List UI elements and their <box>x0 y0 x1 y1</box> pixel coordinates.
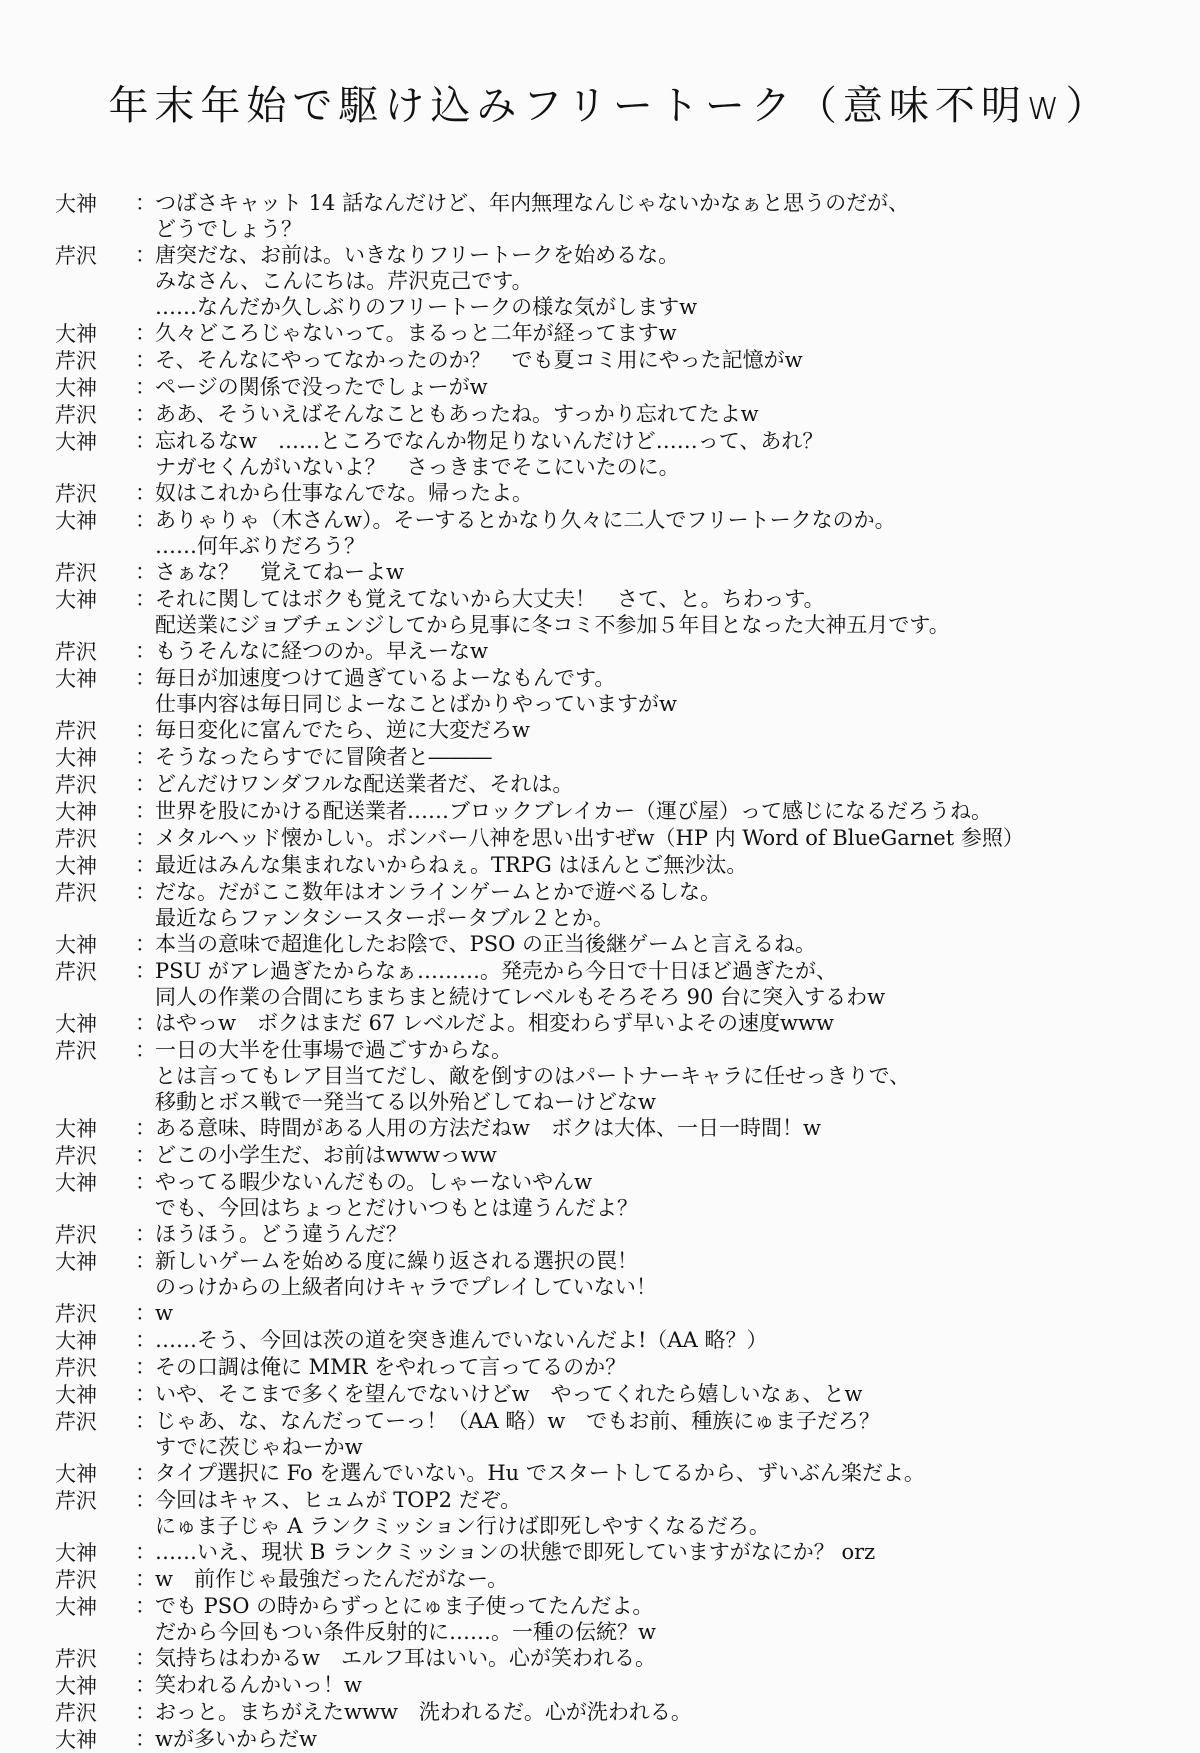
dialogue-line <box>55 347 1165 374</box>
dialogue-line <box>55 1566 1165 1593</box>
dialogue-line <box>55 428 1165 480</box>
speaker-colon: ： <box>135 1222 156 1246</box>
speaker-name: 大神 <box>55 1171 97 1195</box>
speaker-colon: ： <box>135 880 156 904</box>
speaker-colon: ： <box>135 429 156 453</box>
speaker-name: 大神 <box>55 1674 97 1698</box>
dialogue-text <box>155 852 1165 878</box>
dialogue-line <box>55 958 1165 1010</box>
speaker-name: 芹沢 <box>55 1647 97 1671</box>
dialogue-line <box>55 190 1165 242</box>
dialogue-text <box>155 1593 1165 1645</box>
dialogue-text-line: どこの小学生だ、お前はwwwっww <box>155 1143 497 1167</box>
dialogue-line <box>55 1487 1165 1539</box>
dialogue-text-line: はやっw ボクはまだ 67 レベルだよ。相変わらず早いよその速度www <box>155 1011 834 1035</box>
dialogue-text-line: だな。だがここ数年はオンラインゲームとかで遊べるしな。 <box>155 880 721 904</box>
speaker-colon: ： <box>135 587 156 611</box>
dialogue-text <box>155 507 1165 559</box>
dialogue-text <box>155 931 1165 957</box>
dialogue-line <box>55 931 1165 958</box>
dialogue-text-line: もうそんなに経つのか。早えーなw <box>155 639 488 663</box>
speaker-colon: ： <box>135 1567 156 1591</box>
speaker-colon: ： <box>135 1011 156 1035</box>
speaker-colon: ： <box>135 508 156 532</box>
dialogue-text <box>155 879 1165 931</box>
speaker-name: 芹沢 <box>55 827 97 851</box>
dialogue-line <box>55 1037 1165 1115</box>
speaker-name: 芹沢 <box>55 960 97 984</box>
speaker-name: 大神 <box>55 746 97 770</box>
speaker-name: 芹沢 <box>55 1144 97 1168</box>
speaker-colon: ： <box>135 1328 156 1352</box>
dialogue-text <box>155 1566 1165 1592</box>
speaker-name: 大神 <box>55 1012 97 1036</box>
speaker-name: 芹沢 <box>55 1489 97 1513</box>
speaker-name: 芹沢 <box>55 640 97 664</box>
dialogue-text <box>155 347 1165 373</box>
speaker-colon: ： <box>135 853 156 877</box>
dialogue-text <box>155 1381 1165 1407</box>
speaker-colon: ： <box>135 745 156 769</box>
dialogue-text-line: w 前作じゃ最強だったんだがなー。 <box>155 1567 509 1591</box>
speaker-name: 大神 <box>55 1329 97 1353</box>
dialogue-text-line: その口調は俺に MMR をやれって言ってるのか？ <box>155 1355 627 1379</box>
dialogue-text <box>155 798 1165 824</box>
dialogue-text-line: 唐突だな、お前は。いきなりフリートークを始めるな。 <box>155 243 680 267</box>
dialogue-text <box>155 480 1165 506</box>
dialogue-text-line: そ、そんなにやってなかったのか？ でも夏コミ用にやった記憶がw <box>155 348 803 372</box>
dialogue-text <box>155 958 1165 1010</box>
dialogue-text <box>155 638 1165 664</box>
dialogue-line <box>55 1300 1165 1327</box>
speaker-name: 芹沢 <box>55 1302 97 1326</box>
dialogue-text <box>155 825 1165 851</box>
dialogue-text <box>155 190 1165 242</box>
dialogue-line <box>55 1327 1165 1354</box>
dialogue-line <box>55 374 1165 401</box>
speaker-name: 大神 <box>55 1541 97 1565</box>
speaker-name: 芹沢 <box>55 719 97 743</box>
speaker-colon: ： <box>135 402 156 426</box>
dialogue-text <box>155 1354 1165 1380</box>
dialogue-line <box>55 1593 1165 1645</box>
dialogue-text-line: じゃあ、な、なんだってーっ！（AA 略）w でもお前、種族にゅま子だろ？ <box>155 1409 880 1433</box>
dialogue-line <box>55 1221 1165 1248</box>
dialogue-text-line: みなさん、こんにちは。芹沢克己です。 <box>155 269 533 293</box>
dialogue-text <box>155 771 1165 797</box>
speaker-name: 大神 <box>55 1595 97 1619</box>
speaker-colon: ： <box>135 666 156 690</box>
speaker-colon: ： <box>135 639 156 663</box>
speaker-name: 芹沢 <box>55 881 97 905</box>
dialogue-text-line: 気持ちはわかるw エルフ耳はいい。心が笑われる。 <box>155 1646 656 1670</box>
dialogue-text <box>155 1010 1165 1036</box>
dialogue-text-line: 配送業にジョブチェンジしてから見事に冬コミ不参加５年目となった大神五月です。 <box>155 613 950 637</box>
dialogue-text-line: ……そう、今回は茨の道を突き進んでいないんだよ!（AA 略？） <box>155 1328 768 1352</box>
speaker-name: 大神 <box>55 1462 97 1486</box>
speaker-name: 芹沢 <box>55 482 97 506</box>
speaker-name: 大神 <box>55 430 97 454</box>
dialogue-text-line: つばさキャット 14 話なんだけど、年内無理なんじゃないかなぁと思うのだが、 <box>155 191 910 215</box>
dialogue-text <box>155 559 1165 585</box>
speaker-name: 芹沢 <box>55 1410 97 1434</box>
dialogue-text-line: ナガセくんがいないよ？ さっきまでそこにいたのに。 <box>155 455 680 479</box>
speaker-colon: ： <box>135 1116 156 1140</box>
dialogue-text <box>155 1408 1165 1460</box>
speaker-colon: ： <box>135 772 156 796</box>
dialogue-text-line: 今回はキャス、ヒュムが TOP2 だぞ。 <box>155 1488 522 1512</box>
dialogue-text <box>155 1327 1165 1353</box>
speaker-colon: ： <box>135 1646 156 1670</box>
dialogue-text <box>155 401 1165 427</box>
speaker-colon: ： <box>135 560 156 584</box>
dialogue-line <box>55 879 1165 931</box>
dialogue-text-line: 毎日変化に富んでたら、逆に大変だろw <box>155 718 530 742</box>
speaker-name: 芹沢 <box>55 1039 97 1063</box>
dialogue-line <box>55 1408 1165 1460</box>
dialogue-line <box>55 1142 1165 1169</box>
speaker-name: 大神 <box>55 1728 97 1752</box>
dialogue-line <box>55 1248 1165 1300</box>
dialogue-text-line: そうなったらすでに冒険者と――― <box>155 745 492 769</box>
speaker-name: 芹沢 <box>55 1568 97 1592</box>
dialogue-text-line: にゅま子じゃ A ランクミッション行けば即死しやすくなるだろ。 <box>155 1514 770 1538</box>
speaker-name: 大神 <box>55 667 97 691</box>
dialogue-text <box>155 1169 1165 1221</box>
page-title: 年末年始で駆け込みフリートーク（意味不明w） <box>108 83 1112 129</box>
speaker-name: 芹沢 <box>55 561 97 585</box>
speaker-colon: ： <box>135 1170 156 1194</box>
dialogue-line <box>55 717 1165 744</box>
speaker-colon: ： <box>135 1673 156 1697</box>
dialogue-line <box>55 1726 1165 1753</box>
speaker-name: 大神 <box>55 933 97 957</box>
dialogue-text <box>155 1645 1165 1671</box>
dialogue-text-line: 奴はこれから仕事なんでな。帰ったよ。 <box>155 481 533 505</box>
dialogue-text-line: 最近ならファンタシースターポータブル２とか。 <box>155 906 614 930</box>
speaker-colon: ： <box>135 1301 156 1325</box>
speaker-colon: ： <box>135 1143 156 1167</box>
dialogue-text-line: ページの関係で没ったでしょーがw <box>155 375 488 399</box>
dialogue-text <box>155 1672 1165 1698</box>
dialogue-text-line: どうでしょう？ <box>155 217 302 241</box>
dialogue-line <box>55 320 1165 347</box>
dialogue-text-line: 本当の意味で超進化したお陰で、PSO の正当後継ゲームと言えるね。 <box>155 932 816 956</box>
dialogue-text-line: ほうほう。どう違うんだ？ <box>155 1222 407 1246</box>
speaker-colon: ： <box>135 191 156 215</box>
speaker-name: 芹沢 <box>55 773 97 797</box>
dialogue-line <box>55 1672 1165 1699</box>
speaker-name: 大神 <box>55 800 97 824</box>
speaker-name: 大神 <box>55 192 97 216</box>
dialogue-text-line: 毎日が加速度つけて過ぎているよーなもんです。 <box>155 666 616 690</box>
dialogue-line <box>55 825 1165 852</box>
dialogue-line <box>55 401 1165 428</box>
dialogue-text-line: 忘れるなw ……ところでなんか物足りないんだけど……って、あれ？ <box>155 429 824 453</box>
speaker-colon: ： <box>135 481 156 505</box>
speaker-colon: ： <box>135 1727 156 1751</box>
speaker-colon: ： <box>135 1594 156 1618</box>
dialogue-line <box>55 242 1165 320</box>
speaker-name: 芹沢 <box>55 244 97 268</box>
dialogue-text-line: いや、そこまで多くを望んでないけどw やってくれたら嬉しいなぁ、とw <box>155 1382 863 1406</box>
dialogue-text <box>155 1460 1165 1486</box>
dialogue-text <box>155 320 1165 346</box>
speaker-colon: ： <box>135 959 156 983</box>
dialogue-text <box>155 1487 1165 1539</box>
dialogue-text <box>155 744 1165 770</box>
speaker-name: 大神 <box>55 376 97 400</box>
speaker-colon: ： <box>135 1540 156 1564</box>
dialogue-text <box>155 717 1165 743</box>
dialogue-text-line: どんだけワンダフルな配送業者だ、それは。 <box>155 772 574 796</box>
dialogue-text <box>155 374 1165 400</box>
speaker-name: 芹沢 <box>55 1356 97 1380</box>
dialogue-text-line: タイプ選択に Fo を選んでいない。Hu でスタートしてるから、ずいぶん楽だよ。 <box>155 1461 925 1485</box>
dialogue-line <box>55 1169 1165 1221</box>
dialogue-text-line: 久々どころじゃないって。まるっと二年が経ってますw <box>155 321 677 345</box>
speaker-colon: ： <box>135 1355 156 1379</box>
dialogue-text-line: ……何年ぶりだろう？ <box>155 534 365 558</box>
speaker-colon: ： <box>135 348 156 372</box>
speaker-colon: ： <box>135 1249 156 1273</box>
speaker-colon: ： <box>135 243 156 267</box>
dialogue-text-line: w <box>155 1301 173 1325</box>
speaker-colon: ： <box>135 799 156 823</box>
dialogue-text <box>155 1221 1165 1247</box>
dialogue-text <box>155 242 1165 320</box>
dialogue-text-line: でも PSO の時からずっとにゅま子使ってたんだよ。 <box>155 1594 654 1618</box>
dialogue-text <box>155 1539 1165 1565</box>
dialogue-line <box>55 1354 1165 1381</box>
speaker-name: 大神 <box>55 1250 97 1274</box>
dialogue-text <box>155 1142 1165 1168</box>
dialogue-list <box>55 190 1165 1753</box>
dialogue-line <box>55 1539 1165 1566</box>
speaker-name: 大神 <box>55 588 97 612</box>
dialogue-text-line: とは言ってもレア目当てだし、敵を倒すのはパートナーキャラに任せっきりで、 <box>155 1064 911 1088</box>
dialogue-text <box>155 586 1165 638</box>
dialogue-line <box>55 771 1165 798</box>
dialogue-text-line: 笑われるんかいっ！w <box>155 1673 362 1697</box>
dialogue-text-line: 新しいゲームを始める度に繰り返される選択の罠！ <box>155 1249 638 1273</box>
dialogue-text-line: ある意味、時間がある人用の方法だねw ボクは大体、一日一時間！w <box>155 1116 821 1140</box>
speaker-colon: ： <box>135 1700 156 1724</box>
dialogue-text-line: 一日の大半を仕事場で過ごすからな。 <box>155 1038 512 1062</box>
speaker-name: 大神 <box>55 1383 97 1407</box>
speaker-name: 芹沢 <box>55 349 97 373</box>
dialogue-line <box>55 480 1165 507</box>
speaker-name: 大神 <box>55 1117 97 1141</box>
dialogue-line <box>55 1381 1165 1408</box>
dialogue-line <box>55 1010 1165 1037</box>
dialogue-line <box>55 665 1165 717</box>
speaker-name: 芹沢 <box>55 1701 97 1725</box>
dialogue-line <box>55 798 1165 825</box>
dialogue-text-line: 移動とボス戦で一発当てる以外殆どしてねーけどなw <box>155 1090 656 1114</box>
speaker-name: 大神 <box>55 322 97 346</box>
dialogue-line <box>55 744 1165 771</box>
speaker-colon: ： <box>135 1038 156 1062</box>
speaker-name: 大神 <box>55 509 97 533</box>
dialogue-text-line: 仕事内容は毎日同じよーなことばかりやっていますがw <box>155 692 677 716</box>
dialogue-text <box>155 1726 1165 1752</box>
dialogue-line <box>55 1460 1165 1487</box>
dialogue-line <box>55 1115 1165 1142</box>
dialogue-line <box>55 1699 1165 1726</box>
dialogue-text-line: でも、今回はちょっとだけいつもとは違うんだよ？ <box>155 1196 638 1220</box>
speaker-name: 芹沢 <box>55 403 97 427</box>
speaker-colon: ： <box>135 375 156 399</box>
dialogue-text <box>155 1699 1165 1725</box>
speaker-name: 大神 <box>55 854 97 878</box>
dialogue-text <box>155 428 1165 480</box>
speaker-colon: ： <box>135 932 156 956</box>
dialogue-line <box>55 559 1165 586</box>
speaker-colon: ： <box>135 1382 156 1406</box>
dialogue-text-line: wが多いからだw <box>155 1727 317 1751</box>
speaker-colon: ： <box>135 826 156 850</box>
dialogue-text-line: メタルヘッド懐かしい。ボンバー八神を思い出すぜw（HP 内 Word of BlueGarnet 参照） <box>155 826 1024 850</box>
dialogue-line <box>55 586 1165 638</box>
dialogue-text <box>155 665 1165 717</box>
speaker-name: 芹沢 <box>55 1223 97 1247</box>
dialogue-text-line: 最近はみんな集まれないからねぇ。TRPG はほんとご無沙汰。 <box>155 853 748 877</box>
dialogue-text <box>155 1248 1165 1300</box>
speaker-colon: ： <box>135 1461 156 1485</box>
dialogue-text-line: だから今回もつい条件反射的に……。一種の伝統？w <box>155 1620 656 1644</box>
dialogue-line <box>55 852 1165 879</box>
dialogue-text-line: ……いえ、現状 B ランクミッションの状態で即死していますがなにか？ orz <box>155 1540 876 1564</box>
dialogue-text-line: ……なんだか久しぶりのフリートークの様な気がしますw <box>155 295 698 319</box>
dialogue-text-line: ありゃりゃ（木さんw）。そーするとかなり久々に二人でフリートークなのか。 <box>155 508 896 532</box>
dialogue-text-line: さぁな？ 覚えてねーよw <box>155 560 404 584</box>
speaker-colon: ： <box>135 1409 156 1433</box>
dialogue-text <box>155 1037 1165 1115</box>
dialogue-text-line: すでに茨じゃねーかw <box>155 1435 363 1459</box>
dialogue-text-line: PSU がアレ過ぎたからなぁ………。発売から今日で十日ほど過ぎたが、 <box>155 959 838 983</box>
speaker-colon: ： <box>135 321 156 345</box>
dialogue-text-line: ああ、そういえばそんなこともあったね。すっかり忘れてたよw <box>155 402 759 426</box>
dialogue-line <box>55 638 1165 665</box>
speaker-colon: ： <box>135 718 156 742</box>
speaker-colon: ： <box>135 1488 156 1512</box>
dialogue-text-line: やってる暇少ないんだもの。しゃーないやんw <box>155 1170 593 1194</box>
dialogue-text <box>155 1115 1165 1141</box>
dialogue-line <box>55 1645 1165 1672</box>
dialogue-text <box>155 1300 1165 1326</box>
dialogue-text-line: おっと。まちがえたwww 洗われるだ。心が洗われる。 <box>155 1700 692 1724</box>
dialogue-line <box>55 507 1165 559</box>
dialogue-text-line: 世界を股にかける配送業者……ブロックブレイカー（運び屋）って感じになるだろうね。 <box>155 799 993 823</box>
dialogue-text-line: のっけからの上級者向けキャラでプレイしていない！ <box>155 1275 657 1299</box>
dialogue-text-line: それに関してはボクも覚えてないから大丈夫！ さて、と。ちわっす。 <box>155 587 825 611</box>
dialogue-text-line: 同人の作業の合間にちまちまと続けてレベルもそろそろ 90 台に突入するわw <box>155 985 886 1009</box>
